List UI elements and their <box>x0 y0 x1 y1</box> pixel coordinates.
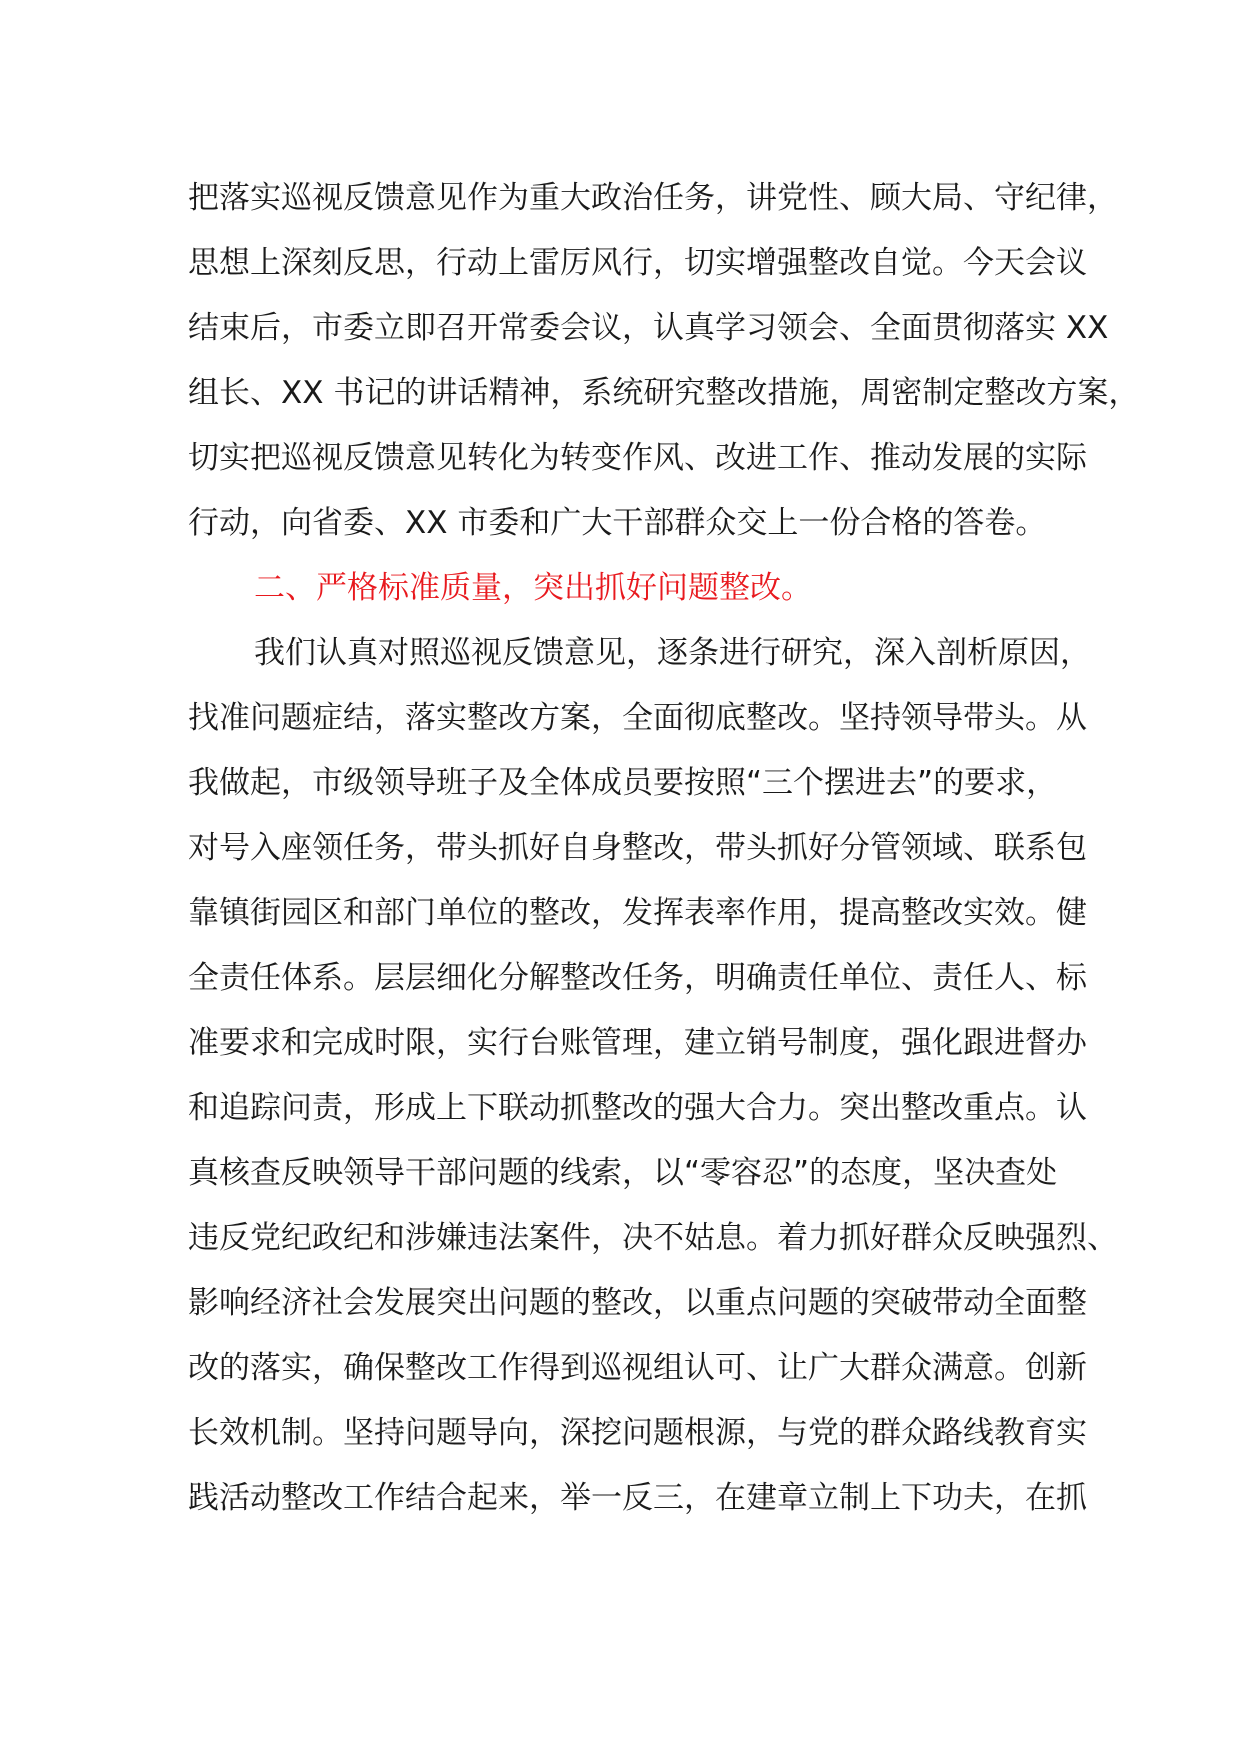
paragraph-2 <box>188 621 1118 1531</box>
text-line: 切实把巡视反馈意见转化为转变作风、改进工作、推动发展的实际 <box>188 440 1087 476</box>
text-line: 违反党纪政纪和涉嫌违法案件，决不姑息。着力抓好群众反映强烈、 <box>188 1220 1118 1256</box>
text-line: 结束后，市委立即召开常委会议，认真学习领会、全面贯彻落实 XX <box>188 310 1109 346</box>
text-line: 行动，向省委、XX 市委和广大干部群众交上一份合格的答卷。 <box>188 505 1047 541</box>
text-line: 对号入座领任务，带头抓好自身整改，带头抓好分管领域、联系包 <box>188 830 1087 866</box>
text-line: 影响经济社会发展突出问题的整改，以重点问题的突破带动全面整 <box>188 1285 1087 1321</box>
document-body <box>188 166 1140 1531</box>
section-heading: 二、严格标准质量，突出抓好问题整改。 <box>254 570 812 606</box>
text-line: 长效机制。坚持问题导向，深挖问题根源，与党的群众路线教育实 <box>188 1415 1087 1451</box>
text-line: 践活动整改工作结合起来，举一反三，在建章立制上下功夫，在抓 <box>188 1480 1087 1516</box>
text-line: 准要求和完成时限，实行台账管理，建立销号制度，强化跟进督办 <box>188 1025 1087 1061</box>
text-line: 靠镇街园区和部门单位的整改，发挥表率作用，提高整改实效。健 <box>188 895 1087 931</box>
paragraph-1 <box>188 166 1140 556</box>
text-line: 我们认真对照巡视反馈意见，逐条进行研究，深入剖析原因， <box>254 635 1091 671</box>
text-line: 我做起，市级领导班子及全体成员要按照“三个摆进去”的要求， <box>188 765 1058 801</box>
text-line: 和追踪问责，形成上下联动抓整改的强大合力。突出整改重点。认 <box>188 1090 1087 1126</box>
text-line: 找准问题症结，落实整改方案，全面彻底整改。坚持领导带头。从 <box>188 700 1087 736</box>
text-line: 思想上深刻反思，行动上雷厉风行，切实增强整改自觉。今天会议 <box>188 245 1087 281</box>
text-line: 组长、XX 书记的讲话精神，系统研究整改措施，周密制定整改方案， <box>188 375 1140 411</box>
text-line: 真核查反映领导干部问题的线索，以“零容忍”的态度，坚决查处 <box>188 1155 1058 1191</box>
text-line: 改的落实，确保整改工作得到巡视组认可、让广大群众满意。创新 <box>188 1350 1087 1386</box>
text-line: 把落实巡视反馈意见作为重大政治任务，讲党性、顾大局、守纪律， <box>188 180 1118 216</box>
text-line: 全责任体系。层层细化分解整改任务，明确责任单位、责任人、标 <box>188 960 1087 996</box>
